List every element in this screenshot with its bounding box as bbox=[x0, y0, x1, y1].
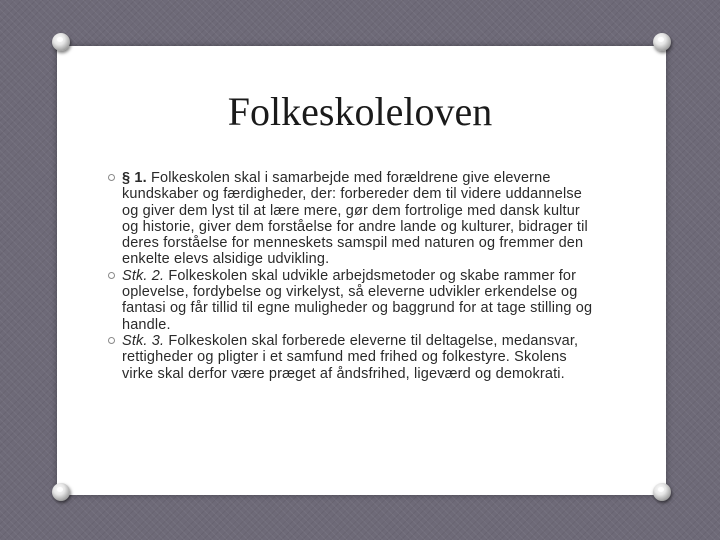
slide-title: Folkeskoleloven bbox=[227, 89, 493, 134]
paragraph-text: Folkeskolen skal i samarbejde med forældrene give eleverne kundskaber og færdigheder, der: forbereder dem til videre uddannelse og giver dem lyst til at lære mere, gør dem fortrolige med dansk kultur og historie, giver dem forståelse for andre lande og kulturer, bidrager til deres forståelse for menneskets samspil med naturen og fremmer den enkelte elevs alsidige udvikling. bbox=[122, 170, 588, 268]
paragraph-lead: § 1. bbox=[122, 170, 147, 186]
list-item bbox=[122, 268, 600, 333]
paragraph-text: Folkeskolen skal forberede eleverne til deltagelse, medansvar, rettigheder og pligter i et samfund med frihed og folkestyre. Skolens virke skal derfor være præget af åndsfrihed, ligeværd og demokrati. bbox=[122, 332, 579, 382]
push-pin-icon bbox=[653, 483, 671, 501]
push-pin-icon bbox=[52, 483, 70, 501]
push-pin-icon bbox=[52, 33, 70, 51]
hollow-circle-bullet-icon bbox=[108, 174, 115, 181]
paragraph-lead: Stk. 3. bbox=[122, 332, 165, 349]
list-item bbox=[122, 170, 600, 268]
list-item bbox=[122, 333, 600, 382]
paragraph-lead: Stk. 2. bbox=[122, 267, 165, 284]
paragraph-text: Folkeskolen skal udvikle arbejdsmetoder og skabe rammer for oplevelse, fordybelse og virkelyst, så eleverne udvikler erkendelse og fantasi og får tillid til egne muligheder og baggrund for at tage stilling og handle. bbox=[122, 267, 593, 333]
push-pin-icon bbox=[653, 33, 671, 51]
body-list bbox=[122, 170, 600, 382]
hollow-circle-bullet-icon bbox=[108, 337, 115, 344]
hollow-circle-bullet-icon bbox=[108, 272, 115, 279]
